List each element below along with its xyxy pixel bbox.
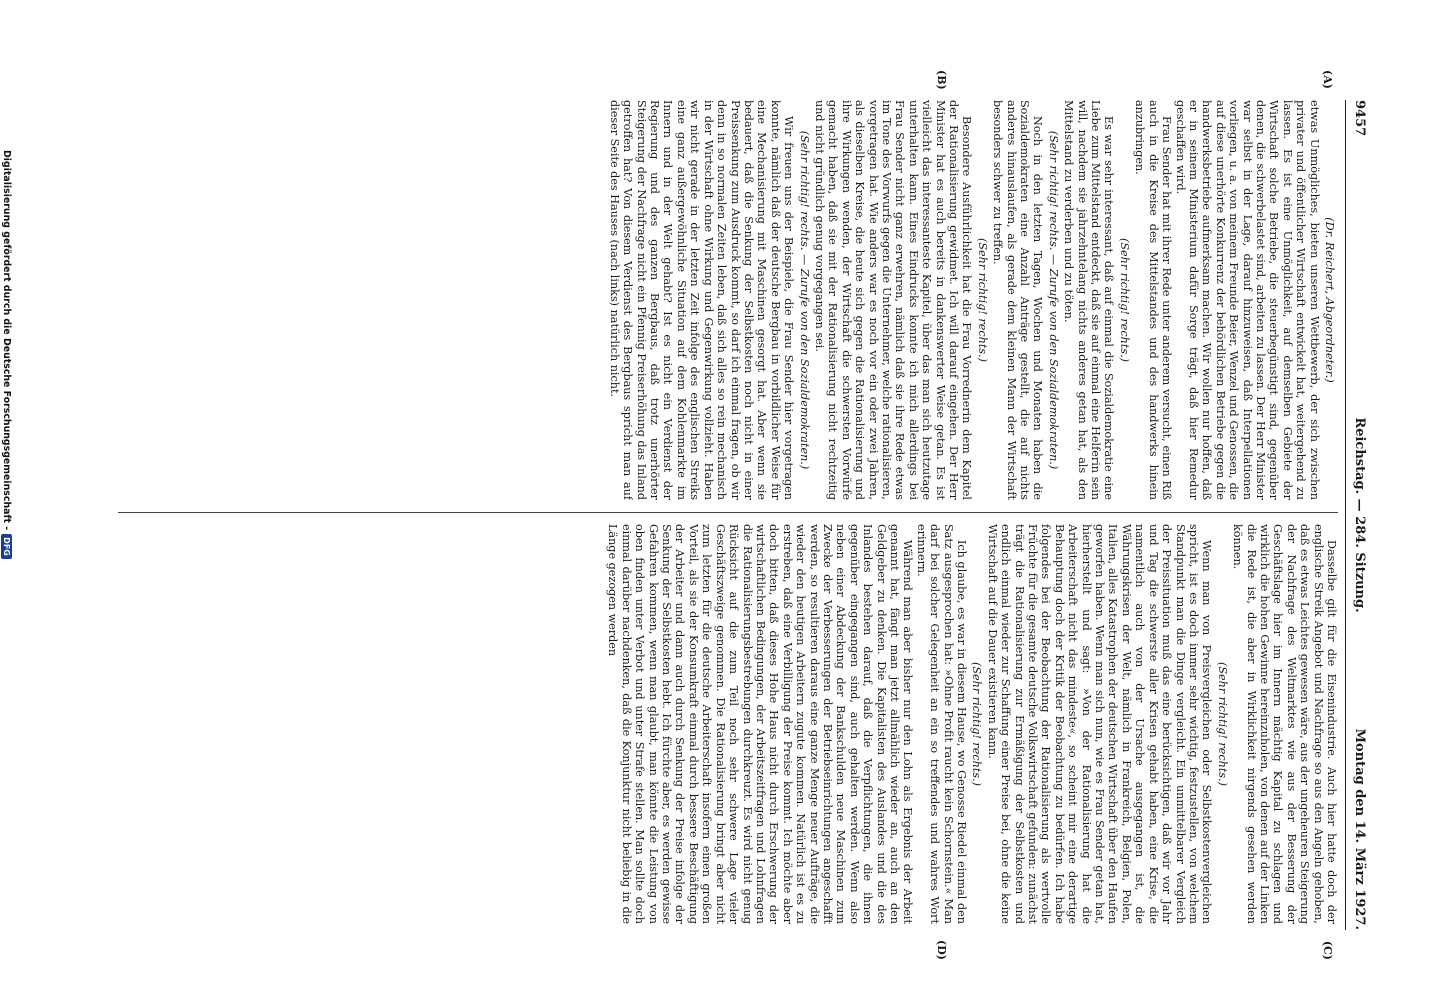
margin-marker-b: (B) (935, 70, 948, 90)
paragraph: Während man aber bisher nur den Lohn als Ergebnis der Arbeit genannt hat, fängt man jetzt allmählich wieder an, auch an den Geldgeber zu denken. Die Kapitalisten des Auslandes und die des Inlandes bestehen darauf, daß die Verpflichtungen, die ihnen gegenüber eingegangen sind, auch gehalten werden. Wenn also neben einer Abdeckung der Bankschulden neue Maschinen zum Zwecke der Verbesserungen der Betriebseinrichtungen angeschafft werden, so resultieren daraus eine ganze Menge neuer Aufträge, die wieder den heutigen Arbeitern zugute kommen. Natürlich ist es zu erstreben, daß eine Verbilligung der Preise kommt. Ich möchte aber doch bitten, daß dieses Hohe Haus nicht durch Erschwerung der wirtschaftlichen Bedingungen, der Arbeitszeitfragen und Lohnfragen die Rationalisierungsbestrebungen durchkreuzt. Es wird nicht genug Rücksicht auf die zum Teil noch sehr schwere Lage vieler Geschäftszweige genommen. Die Rationalisierung bringt aber nicht zum letzten für die deutsche Arbeiterschaft insofern einen großen Vorteil, als sie der Konsumkraft einmal durch bessere Beschäftigung der Arbeiter und dann auch durch Senkung der Preise infolge der Senkung der Selbstkosten hebt. Ich fürchte aber, es werden gewisse Gefahren kommen, wenn man glaubt, man könnte die Leistung von oben finden unter Verbot und unter Strafe stellen. Man sollte doch einmal darüber nachdenken, daß die Konjunktur nicht beliebig in die Länge gezogen werden (606, 524, 915, 924)
digitization-notice-text (0, 150, 14, 996)
interjection: (Sehr richtig! rechts.) (975, 237, 989, 363)
paragraph: Dasselbe gilt für die Eisenindustrie. Auch hier hatte doch der englische Streik Angebot und Nachfrage so aus den Angeln gehoben, daß es etwas Leichtes gewesen wäre, aus der ungeheuren Steigerung der Nachfrage des Weltmarktes wie aus der Besserung der Geschäftslage hier im Innern mächtig Kapital zu schlagen und wirklich die hohen Gewinne hereinzuholen, von denen auf der Linken die Rede ist, die aber in Wirklichkeit nirgends gesehen werden können. (1231, 524, 1338, 924)
paragraph: Wenn man von Preisvergleichen oder Selbstkostenvergleichen spricht, ist es doch immer sehr wichtig, festzustellen, von welchem Standpunkt man die Dinge vergleicht. Ein unmittelbarer Vergleich der Preissituation muß das eine berücksichtigen, daß wir vor Jahr und Tag die schwerste aller Krisen gehabt haben, eine Krise, die namentlich auch von der Ursache ausgegangen ist, die Währungskrisen der Welt, nämlich in Frankreich, Belgien, Polen, Italien, alles Katastrophen der deutschen Wirtschaft über den Haufen geworfen haben. Wenn man sich nun, wie es Frau Sender getan hat, hierherstellt und sagt: »Von der Rationalisierung hat die Arbeiterschaft nicht das mindeste«, so scheint mir eine derartige Behauptung doch der Kritik der Beobachtung zu bedürfen. Ich habe folgendes bei der Beobachtung der Rationalisierung als wertvolle Früchte für die gesamte deutsche Volkswirtschaft gefunden: zunächst trägt die Rationalisierung zur Ermäßigung der Selbstkosten und endlich einmal wieder zur Schaffung einer Preise bei, ohne die keine Wirtschaft auf die Dauer existieren kann. (985, 524, 1214, 924)
paragraph: Besondere Ausführlichkeit hat die Frau Vorrednerin dem Kapitel der Rationalisierung gewidmet. Ich will darauf eingehen. Der Herr Minister hat es auch bereits in dankenswerter Weise getan. Es ist vielleicht das interessanteste Kapitel, über das man sich heutzutage unterhalten kann. Eines Eindrucks konnte ich mich allerdings bei Frau Sender nicht ganz erwehren, nämlich daß sie ihre Rede etwas im Tone des Vorwurfs gegen die Unternehmer, welche rationalisieren, vorgetragen hat. Wie anders war es noch vor ein oder zwei Jahren, als dieselben Kreise, die heute sich gegen die Rationalisierung und ihre Wirkungen wenden, der Wirtschaft die schwersten Vorwürfe gemacht haben, daß sie mit der Rationalisierung nicht rechtzeitig und nicht gründlich genug vorgegangen sei. (812, 100, 974, 500)
paragraph: Ich glaube, es war in diesem Hause, wo Genosse Riedel einmal den Satz ausgesprochen hat: »Ohne Profit raucht kein Schornstein.« Man darf bei solcher Gelegenheit an ein so treffendes und wahres Wort erinnern. (914, 524, 969, 924)
speaker-line: (Dr. Reichert, Abgeordneter.) (1323, 217, 1336, 383)
paragraph: etwas Unmögliches, bieten unseren Wettbewerb, der sich zwischen privater und öffentlicher Wirtschaft entwickelt hat, weitergehend zu lassen. Es ist eine Unmöglichkeit, auf demselben Gebiete der Wirtschaft solche Betriebe, die steuerbegünstigt sind, gegenüber denen, die schwerbelastet sind, arbeiten zu lassen. Der Herr Minister war selbst in der Lage, darauf hinzuweisen, daß Interpellationen vorliegen, u. a. von meinem Freunde Beier, Wenzel und Genossen, die auf diese unerhörte Konkurrenz der behördlichen Betriebe gegen die handwerksbetriebe aufmerksam machen. Wir wollen nur hoffen, daß er in seinem Ministerium dafür Sorge trägt, daß hier Remedur geschaffen wird. (1173, 100, 1321, 500)
margin-marker-c: (C) (1321, 940, 1334, 960)
interjection: (Sehr richtig! rechts. — Zurufe von den Sozialdemokraten.) (1046, 130, 1060, 470)
paragraph: Frau Sender hat mit ihrer Rede unter anderem versucht, einen Riß auch in die Kreise des Mittelstandes und des handwerks hinein anzubringen. (1133, 100, 1174, 500)
page-header (1345, 100, 1368, 930)
interjection: (Sehr richtig! rechts. — Zurufe von den Sozialdemokraten.) (797, 130, 811, 470)
session-date: Montag den 14. März 1927. (1352, 728, 1367, 930)
text-column-left (110, 100, 1338, 500)
margin-marker-d: (D) (935, 940, 948, 960)
rotated-page-content (110, 70, 1368, 960)
interjection: (Sehr richtig! rechts.) (1117, 237, 1131, 363)
interjection: (Sehr richtig! rechts.) (1215, 661, 1229, 787)
paragraph: Wir freuen uns der Beispiele, die Frau Sender hier vorgetragen konnte, nämlich daß der deutsche Bergbau in vorbildlicher Weise für eine Mechanisierung mit Maschinen gesorgt hat. Aber wenn sie bedauert, daß die Senkung der Selbstkosten noch nicht in einer Preissenkung zum Ausdruck kommt, so darf ich einmal fragen, ob wir denn in so normalen Zeiten leben, daß sich alles so rein mechanisch in der Wirtschaft ohne Wirkung und Gegenwirkung vollzieht. Haben wir nicht gerade in der letzten Zeit infolge des englischen Streiks eine ganz außergewöhnliche Situation auf dem Kohlenmarkte im Innern und in der Welt gehabt? Ist es nicht ein Verdienst der Regierung und des ganzen Bergbaus, daß trotz unerhörter Steigerung der Nachfrage nicht ein Pfennig Preiserhöhung das Inland getroffen hat? Von diesem Verdienst des Bergbaus spricht man auf dieser Seite des Hauses (nach links) natürlich nicht. (607, 100, 796, 500)
paragraph: Noch in den letzten Tagen, Wochen und Monaten haben die Sozialdemokraten eine Anzahl Anträge gestellt, die auf nichts anderes hinauslaufen, als gerade dem kleinen Mann der Wirtschaft besonders schwer zu treffen. (991, 100, 1045, 500)
paragraph: Es war sehr interessant, daß auf einmal die Sozialdemokratie eine Liebe zum Mittelstand entdeckt, daß sie auf einmal eine Helferin sein will, nachdem sie jahrzehntelang nichts anderes getan hat, als den Mittelstand zu verderben und zu töten. (1062, 100, 1116, 500)
column-divider (118, 512, 1338, 513)
dfg-logo-icon: DFG (2, 534, 13, 559)
digitization-notice (2, 150, 16, 996)
interjection: (Sehr richtig! rechts.) (970, 661, 984, 787)
session-title: Reichstag. — 284. Sitzung. (1352, 417, 1367, 613)
page-number: 9457 (1352, 100, 1367, 137)
text-column-right (110, 524, 1338, 924)
margin-marker-a: (A) (1321, 70, 1334, 89)
funding-credit: Digitalisierung gefördert durch die Deutsche Forschungsgemeinschaft - (1, 150, 13, 531)
